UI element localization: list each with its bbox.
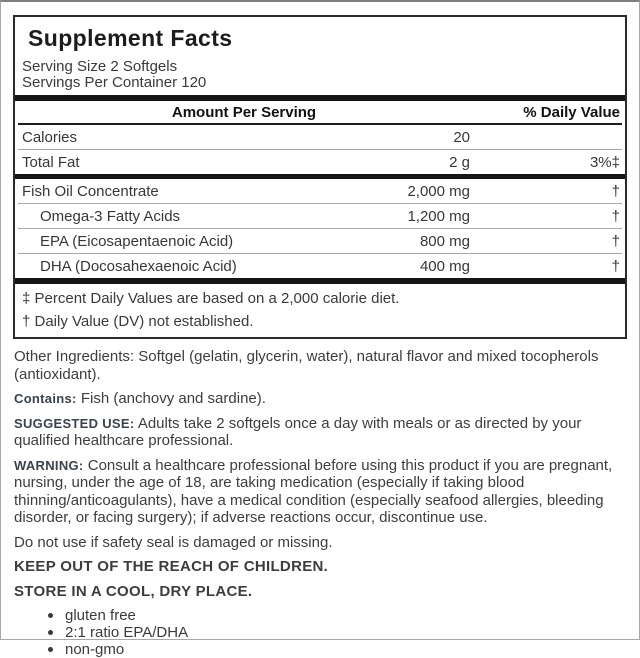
nutrient-name: Calories [22, 129, 78, 146]
keep-out-of-reach: KEEP OUT OF THE REACH OF CHILDREN. [14, 558, 329, 575]
nutrient-amount: 400 mg [419, 258, 470, 275]
column-header-amount: Amount Per Serving [171, 104, 317, 121]
nutrient-name: Total Fat [22, 154, 80, 171]
footnote-dv-not-established: † Daily Value (DV) not established. [22, 313, 254, 330]
bullet-text: 2:1 ratio EPA/DHA [65, 624, 189, 641]
column-header-daily-value: % Daily Value [523, 104, 620, 121]
nutrient-amount: 2 g [449, 154, 470, 171]
nutrient-dv: † [611, 233, 620, 250]
list-item [48, 641, 626, 658]
suggested-use [14, 415, 626, 450]
nutrient-name: Fish Oil Concentrate [22, 183, 159, 200]
servings-per-container: Servings Per Container 120 [22, 74, 207, 91]
bullet-icon [48, 613, 53, 618]
serving-size: Serving Size 2 Softgels [22, 58, 178, 75]
nutrient-dv: 3%‡ [589, 154, 620, 171]
nutrient-dv: † [611, 208, 620, 225]
table-row [18, 125, 622, 149]
bullet-icon [48, 647, 53, 652]
table-row [18, 179, 622, 203]
contains-label: Contains: [14, 391, 77, 406]
other-ingredients: Other Ingredients: Softgel (gelatin, glycerin, water), natural flavor and mixed tocopherols (antioxidant). [14, 348, 599, 383]
suggested-use-text: Adults take 2 softgels once a day with meals or as directed by your qualified healthcare professional. [14, 414, 582, 449]
nutrient-dv: † [611, 258, 620, 275]
safety-seal-notice: Do not use if safety seal is damaged or missing. [14, 533, 333, 551]
bullet-icon [48, 630, 53, 635]
contains-statement [14, 390, 626, 408]
storage-instructions: STORE IN A COOL, DRY PLACE. [14, 582, 253, 600]
panel-title: Supplement Facts [28, 25, 233, 51]
table-row [18, 149, 622, 174]
table-row [18, 203, 622, 228]
list-item [48, 607, 626, 624]
nutrient-amount: 800 mg [419, 233, 470, 250]
feature-bullet-list [48, 607, 626, 658]
nutrient-dv: † [611, 183, 620, 200]
nutrient-amount: 1,200 mg [407, 208, 470, 225]
contains-text: Fish (anchovy and sardine). [76, 390, 266, 407]
list-item [48, 624, 626, 641]
warning [14, 457, 626, 527]
label-text-sections [14, 348, 626, 658]
warning-text: Consult a healthcare professional before using this product if you are pregnant, nursing, under the age of 18, are taking medication (especially if taking blood thinning/anticoagulants), have a medical condition (especially seafood allergies, bleeding disorder, or facing surgery); if adverse reactions occur, discontinue use. [14, 456, 613, 526]
suggested-use-label: SUGGESTED USE: [14, 415, 135, 431]
warning-label: WARNING: [14, 457, 84, 473]
table-header-row [18, 101, 622, 125]
nutrient-name: Omega-3 Fatty Acids [40, 208, 181, 225]
serving-info [18, 59, 622, 91]
table-row [18, 228, 622, 253]
nutrient-amount: 2,000 mg [407, 183, 470, 200]
nutrient-name: DHA (Docosahexaenoic Acid) [40, 258, 237, 275]
bullet-text: non-gmo [65, 641, 125, 658]
table-row [18, 253, 622, 278]
bullet-text: gluten free [65, 607, 136, 624]
divider-thick-bottom [15, 278, 625, 284]
nutrient-name: EPA (Eicosapentaenoic Acid) [40, 233, 234, 250]
footnote-daily-value: ‡ Percent Daily Values are based on a 2,000 calorie diet. [22, 290, 400, 307]
supplement-facts-panel [13, 15, 627, 339]
nutrient-amount: 20 [453, 129, 470, 146]
